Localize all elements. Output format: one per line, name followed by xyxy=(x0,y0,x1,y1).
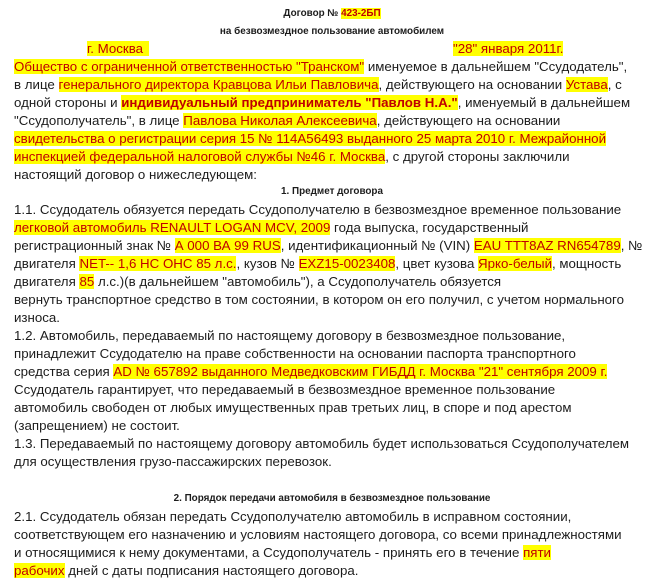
clause-1-1-line-4: двигателя NET-- 1,6 НС ОНС 85 л.с., кузов № EXZ15-0023408, цвет кузова Ярко-белый, мощность xyxy=(14,256,622,271)
clause-1-2-line-2: принадлежит Ссудодателю на праве собственности на основании паспорта транспортного xyxy=(14,346,576,361)
contract-date: "28" января 2011г. xyxy=(453,41,564,56)
clause-1-2-line-3: средства серия AD № 657892 выданного Медведковским ГИБДД г. Москва "21" сентября 2009 г. xyxy=(14,364,608,379)
intro-line-3: одной стороны и индивидуальный предприниматель "Павлов Н.А.", именуемый в дальнейшем xyxy=(14,95,631,110)
transfer-period-unit: рабочих xyxy=(14,563,65,578)
clause-1-3-line-2: для осуществления грузо-пассажирских перевозок. xyxy=(14,454,332,469)
intro-line-4: "Ссудополучатель", в лице Павлова Николая Алексеевича, действующего на основании xyxy=(14,113,561,128)
contract-title xyxy=(0,5,664,23)
lender-company: Общество с ограниченной ответственностью "Транском" xyxy=(14,59,365,74)
vehicle-passport: AD № 657892 выданного Медведковским ГИБДД г. Москва "21" сентября 2009 г. xyxy=(113,364,608,379)
section-1-heading: 1. Предмет договора xyxy=(281,186,383,197)
clause-1-2-line-6: (запрещением) не состоит. xyxy=(14,418,180,433)
clause-2-1-line-3: и относящимися к нему документами, а Ссудополучатель - принять его в течение пяти xyxy=(14,545,551,560)
place-field xyxy=(87,40,149,58)
clause-1-1-line-2: легковой автомобиль RENAULT LOGAN MCV, 2009 года выпуска, государственный xyxy=(14,220,529,235)
tax-inspection: инспекцией федеральной налоговой службы №46 г. Москва xyxy=(14,149,386,164)
clause-1-1-line-7: износа. xyxy=(14,310,61,325)
clause-1-2-line-4: Ссудодатель гарантирует, что передаваемый в безвозмездное временное пользование xyxy=(14,382,556,397)
date-field xyxy=(453,40,563,58)
clause-2-1-line-2: соответствующем его назначению и условиям настоящего договора, со всеми принадлежностями xyxy=(14,527,622,542)
intro-line-7: настоящий договор о нижеследующем: xyxy=(14,167,257,182)
clause-1-1-line-1: 1.1. Ссудодатель обязуется передать Ссудополучателю в безвозмездное временное пользование xyxy=(14,202,622,217)
clause-2-1-line-4: рабочих дней с даты подписания настоящего договора. xyxy=(14,563,359,578)
clause-1-2-line-1: 1.2. Автомобиль, передаваемый по настоящему договору в безвозмездное пользование, xyxy=(14,328,566,343)
contract-number: 423-2БП xyxy=(341,8,381,19)
intro-line-6: инспекцией федеральной налоговой службы №46 г. Москва, с другой стороны заключили xyxy=(14,149,570,164)
vehicle-model: легковой автомобиль RENAULT LOGAN MCV, 2009 xyxy=(14,220,331,235)
engine-power: 85 xyxy=(79,274,95,289)
clause-1-1-line-5: двигателя 85 л.с.)(в дальнейшем "автомобиль"), а Ссудополучатель обязуется xyxy=(14,274,502,289)
intro-line-2: в лице генерального директора Кравцова Ильи Павловича, действующего на основании Устава, с xyxy=(14,77,622,92)
body-number: EXZ15-0023408 xyxy=(298,256,396,271)
contract-subtitle: на безвозмездное пользование автомобилем xyxy=(219,26,445,37)
borrower-representative: Павлова Николая Алексеевича xyxy=(183,113,377,128)
license-plate: А 000 ВА 99 RUS xyxy=(174,238,281,253)
clause-1-1-line-6: вернуть транспортное средство в том состоянии, в котором он его получил, с учетом нормального xyxy=(14,292,625,307)
intro-line-1: Общество с ограниченной ответственностью "Транском" именуемое в дальнейшем "Ссудодатель", xyxy=(14,59,628,74)
section-2-heading: 2. Порядок передачи автомобиля в безвозмездное пользование xyxy=(173,493,491,504)
clause-2-1-line-1: 2.1. Ссудодатель обязан передать Ссудополучателю автомобиль в исправном состоянии, xyxy=(14,509,572,524)
city: г. Москва xyxy=(87,41,149,56)
intro-line-5 xyxy=(14,130,606,148)
engine-number: NET-- 1,6 НС ОНС 85 л.с. xyxy=(79,256,237,271)
clause-1-1-line-3: регистрационный знак № А 000 ВА 99 RUS, идентификационный № (VIN) EAU TTT8AZ RN654789, № xyxy=(14,238,643,253)
clause-1-3-line-1: 1.3. Передаваемый по настоящему договору автомобиль будет использоваться Ссудополучателем xyxy=(14,436,630,451)
registration-certificate: свидетельства о регистрации серия 15 № 114А56493 выданного 25 марта 2010 г. Межрайонной xyxy=(14,131,607,146)
lender-basis: Устава xyxy=(565,77,608,92)
lender-representative: генерального директора Кравцова Ильи Павловича xyxy=(58,77,379,92)
body-color: Ярко-белый xyxy=(478,256,552,271)
title-prefix: Договор № xyxy=(283,8,342,19)
transfer-period-number: пяти xyxy=(523,545,551,560)
clause-1-2-line-5: автомобиль свободен от любых имущественных прав третьих лиц, в споре и под арестом xyxy=(14,400,572,415)
borrower-entity: индивидуальный предприниматель "Павлов Н.А." xyxy=(121,95,458,110)
vin: EAU TTT8AZ RN654789 xyxy=(473,238,621,253)
